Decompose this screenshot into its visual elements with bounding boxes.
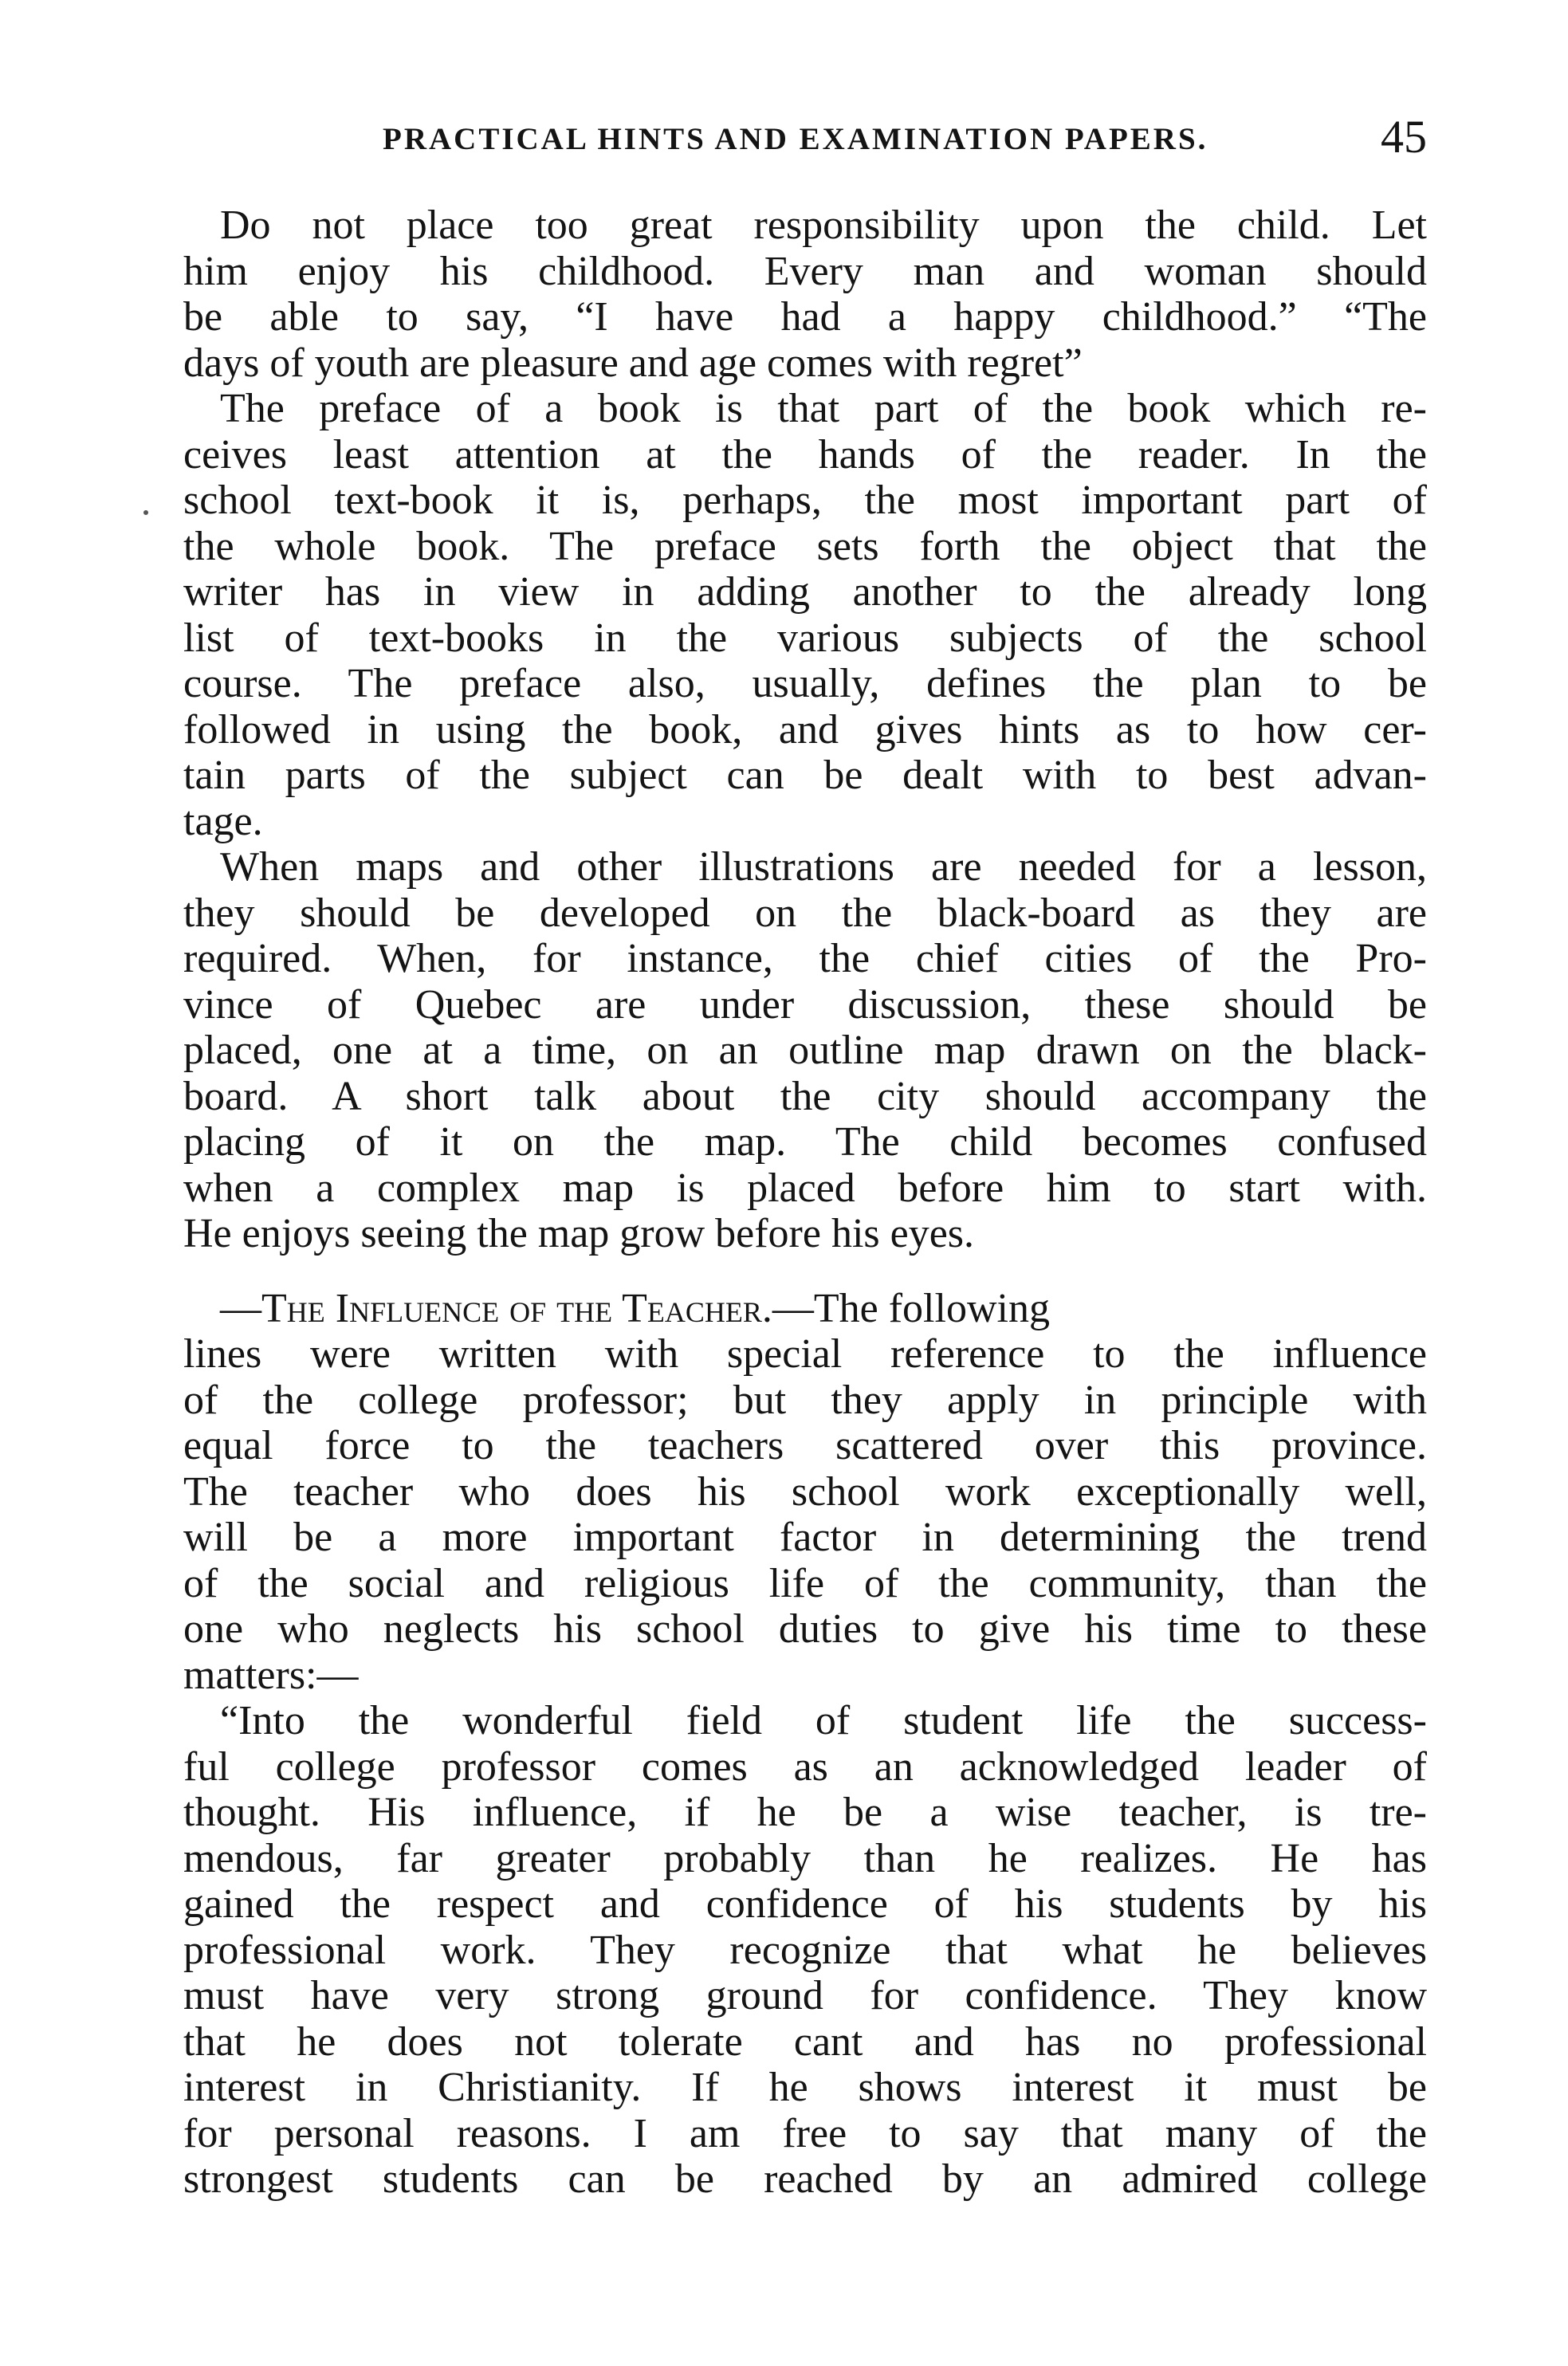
text-line: the whole book. The preface sets forth the object that the (183, 523, 1427, 569)
section-heading-line (183, 1286, 1427, 1332)
text-line: “Into the wonderful field of student life the success- (220, 1698, 1427, 1743)
text-line: placed, one at a time, on an outline map drawn on the black- (183, 1028, 1427, 1073)
print-speck (143, 510, 148, 515)
section-heading: —The Influence of the Teacher. (220, 1285, 772, 1331)
text-line: followed in using the book, and gives hints as to how cer- (183, 706, 1427, 753)
text-line: one who neglects his school duties to give his time to these (183, 1606, 1427, 1652)
page-header (183, 110, 1427, 166)
text-line: tain parts of the subject can be dealt with to best advan- (183, 753, 1427, 798)
text-line: The teacher who does his school work exceptionally well, (183, 1468, 1427, 1515)
text-line: thought. His influence, if he be a wise teacher, is tre- (183, 1790, 1427, 1835)
section-heading-continuation: —The following (772, 1285, 1050, 1331)
text-line: gained the respect and confidence of his students by his (183, 1881, 1427, 1927)
text-line: required. When, for instance, the chief cities of the Pro- (183, 936, 1427, 981)
text-line: list of text-books in the various subjects of the school (183, 615, 1427, 661)
text-line: He enjoys seeing the map grow before his eyes. (183, 1211, 975, 1256)
text-line: that he does not tolerate cant and has no professional (183, 2018, 1427, 2065)
text-line: be able to say, “I have had a happy childhood.” “The (183, 294, 1427, 340)
text-line: The preface of a book is that part of the book which re- (220, 386, 1427, 431)
text-line: of the social and religious life of the community, than the (183, 1560, 1427, 1606)
text-line: days of youth are pleasure and age comes with regret” (183, 340, 1083, 386)
text-line: they should be developed on the black-board as they are (183, 890, 1427, 936)
text-line: writer has in view in adding another to the already long (183, 569, 1427, 615)
text-line: of the college professor; but they apply in principle with (183, 1377, 1427, 1423)
text-line: placing of it on the map. The child becomes confused (183, 1119, 1427, 1165)
text-line: ful college professor comes as an acknowledged leader of (183, 1743, 1427, 1790)
running-title: PRACTICAL HINTS AND EXAMINATION PAPERS. (383, 122, 1208, 156)
text-line: when a complex map is placed before him to start with. (183, 1165, 1427, 1211)
text-line: must have very strong ground for confidence. They know (183, 1973, 1427, 2018)
text-line: When maps and other illustrations are needed for a lesson, (220, 844, 1427, 890)
text-line: course. The preface also, usually, defines the plan to be (183, 661, 1427, 706)
page-number: 45 (1381, 111, 1427, 163)
text-line: Do not place too great responsibility upon the child. Let (220, 202, 1427, 248)
text-line: him enjoy his childhood. Every man and woman should (183, 248, 1427, 294)
text-line: ceives least attention at the hands of the reader. In the (183, 431, 1427, 478)
text-line: tage. (183, 798, 263, 844)
text-line: will be a more important factor in determining the trend (183, 1515, 1427, 1560)
body-text (183, 202, 1427, 2203)
text-line: school text-book it is, perhaps, the most important part of (183, 478, 1427, 523)
text-line: strongest students can be reached by an admired college (183, 2156, 1427, 2202)
text-line: equal force to the teachers scattered over this province. (183, 1423, 1427, 1468)
text-line: mendous, far greater probably than he realizes. He has (183, 1835, 1427, 1881)
text-line: lines were written with special reference to the influence (183, 1331, 1427, 1377)
text-line: board. A short talk about the city should accompany the (183, 1073, 1427, 1119)
text-line: professional work. They recognize that what he believes (183, 1927, 1427, 1973)
section-gap (183, 1257, 1427, 1286)
text-line: matters:— (183, 1652, 359, 1698)
text-line: interest in Christianity. If he shows interest it must be (183, 2065, 1427, 2110)
text-line: vince of Quebec are under discussion, these should be (183, 981, 1427, 1028)
text-line: for personal reasons. I am free to say that many of the (183, 2110, 1427, 2156)
